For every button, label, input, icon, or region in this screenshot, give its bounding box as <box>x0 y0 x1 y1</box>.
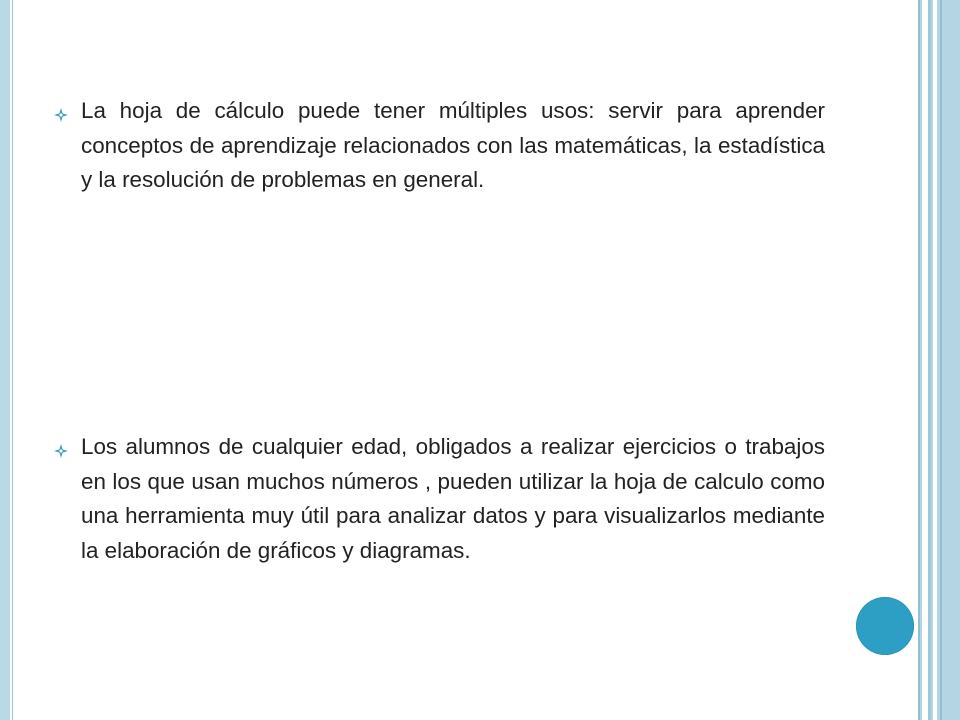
slide-frame-right-line <box>928 0 931 720</box>
slide-frame-right-line <box>940 0 942 720</box>
bullet-text: Los alumnos de cualquier edad, obligados a realizar ejercicios o trabajos en los que usan muchos números , pueden utilizar la hoja de calculo como una herramienta muy útil para analizar datos y para visualizarlos mediante la elaboración de gráficos y diagramas. <box>81 434 825 563</box>
slide-frame-right-line <box>918 0 920 720</box>
slide-frame-right-gap <box>933 0 937 720</box>
diamond-bullet-icon <box>54 108 72 126</box>
bullet-text: La hoja de cálculo puede tener múltiples usos: servir para aprender conceptos de aprendizaje relacionados con las matemáticas, la estadística y la resolución de problemas en general. <box>81 98 825 193</box>
slide-frame-left <box>0 0 10 720</box>
slide-frame-left-line <box>12 0 13 720</box>
diamond-bullet-icon <box>54 444 72 462</box>
decorative-circle <box>856 597 914 655</box>
